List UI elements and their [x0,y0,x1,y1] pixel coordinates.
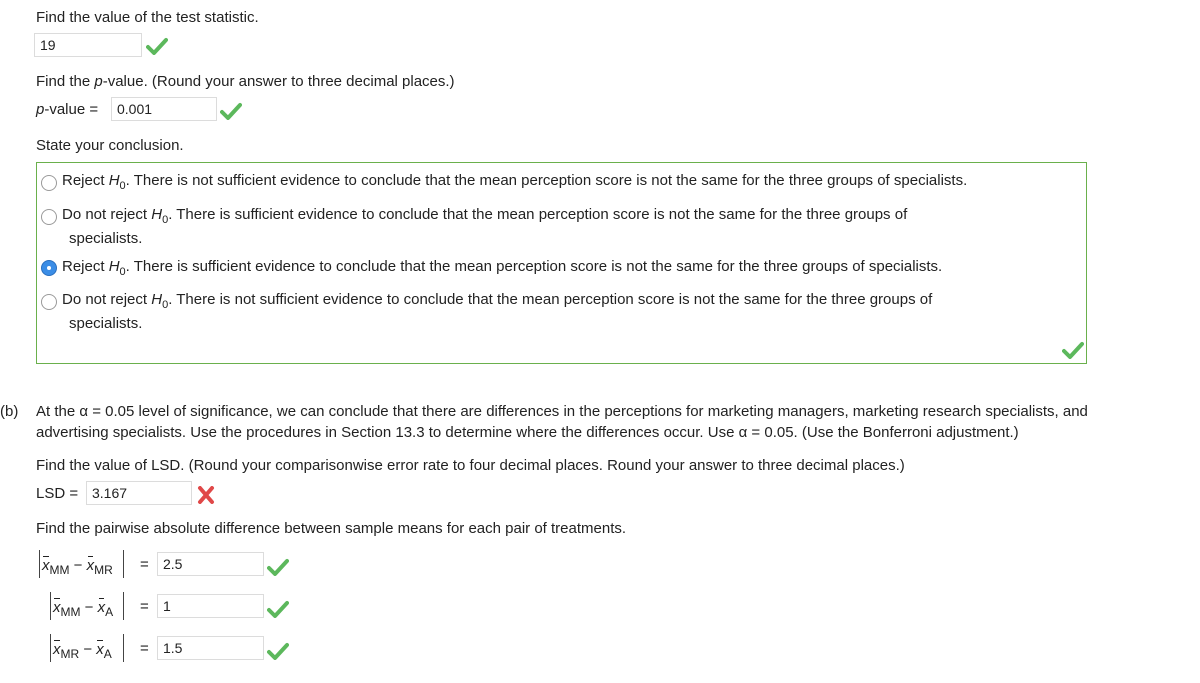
test-statistic-question: Find the value of the test statistic. [36,9,259,26]
option-4-label-cont: specialists. [69,315,143,332]
option-4-label[interactable]: Do not reject $H_0$. There is not sufficient evidence to conclude that the mean perception score is not the same for the three groups of [62,291,933,311]
pairwise-question: Find the pairwise absolute difference between sample means for each pair of treatments. [36,520,627,537]
part-b-text-line2: advertising specialists. Use the procedures in Section 13.3 to determine where the differences occur. Use α = 0.05. (Use the Bonferroni adjustment.) [36,424,1019,441]
pair-2-equals: = [140,598,149,615]
pair-1-equals: = [140,556,149,573]
pair-1-input[interactable]: 2.5 [157,552,264,576]
check-icon [267,558,289,576]
pair-2-expression: $x_{MM} - x_A$ [53,599,114,619]
incorrect-x-icon [195,486,217,504]
option-1-label[interactable]: Reject $H_0$. There is not sufficient evidence to conclude that the mean perception score is not the same for the three groups of specialists. [62,172,968,192]
option-2-radio[interactable] [41,209,57,225]
abs-bar-left [50,592,51,620]
conclusion-prompt: State your conclusion. [36,137,184,154]
abs-bar-right [123,592,124,620]
part-b-text-line1: At the α = 0.05 level of significance, we can conclude that there are differences in the perceptions for marketing managers, marketing research specialists, and [36,403,1088,420]
lsd-label: LSD = [36,485,79,502]
pvalue-question: Find the p-value. (Round your answer to three decimal places.) [36,73,455,90]
test-statistic-input[interactable]: 19 [34,33,142,57]
option-2-label[interactable]: Do not reject $H_0$. There is sufficient evidence to conclude that the mean perception score is not the same for the three groups of [62,206,908,226]
abs-bar-left [39,550,40,578]
part-b-label: (b) [0,403,19,420]
option-2-label-cont: specialists. [69,230,143,247]
pair-3-expression: $x_{MR} - x_A$ [53,641,112,661]
option-4-radio[interactable] [41,294,57,310]
abs-bar-right [123,634,124,662]
pvalue-input[interactable]: 0.001 [111,97,217,121]
check-icon [220,102,242,120]
check-icon [146,37,168,55]
option-1-radio[interactable] [41,175,57,191]
lsd-question: Find the value of LSD. (Round your comparisonwise error rate to four decimal places. Round your answer to three decimal places.) [36,457,905,474]
pvalue-label: p-value = [36,101,99,118]
abs-bar-right [123,550,124,578]
pair-2-input[interactable]: 1 [157,594,264,618]
check-icon [267,600,289,618]
lsd-input[interactable]: 3.167 [86,481,192,505]
pair-3-equals: = [140,640,149,657]
check-icon [267,642,289,660]
pair-3-input[interactable]: 1.5 [157,636,264,660]
check-icon [1062,341,1084,359]
abs-bar-left [50,634,51,662]
option-3-label[interactable]: Reject $H_0$. There is sufficient evidence to conclude that the mean perception score is not the same for the three groups of specialists. [62,258,943,278]
option-3-radio-selected[interactable] [41,260,57,276]
pair-1-expression: $x_{MM} - x_{MR}$ [42,557,113,577]
